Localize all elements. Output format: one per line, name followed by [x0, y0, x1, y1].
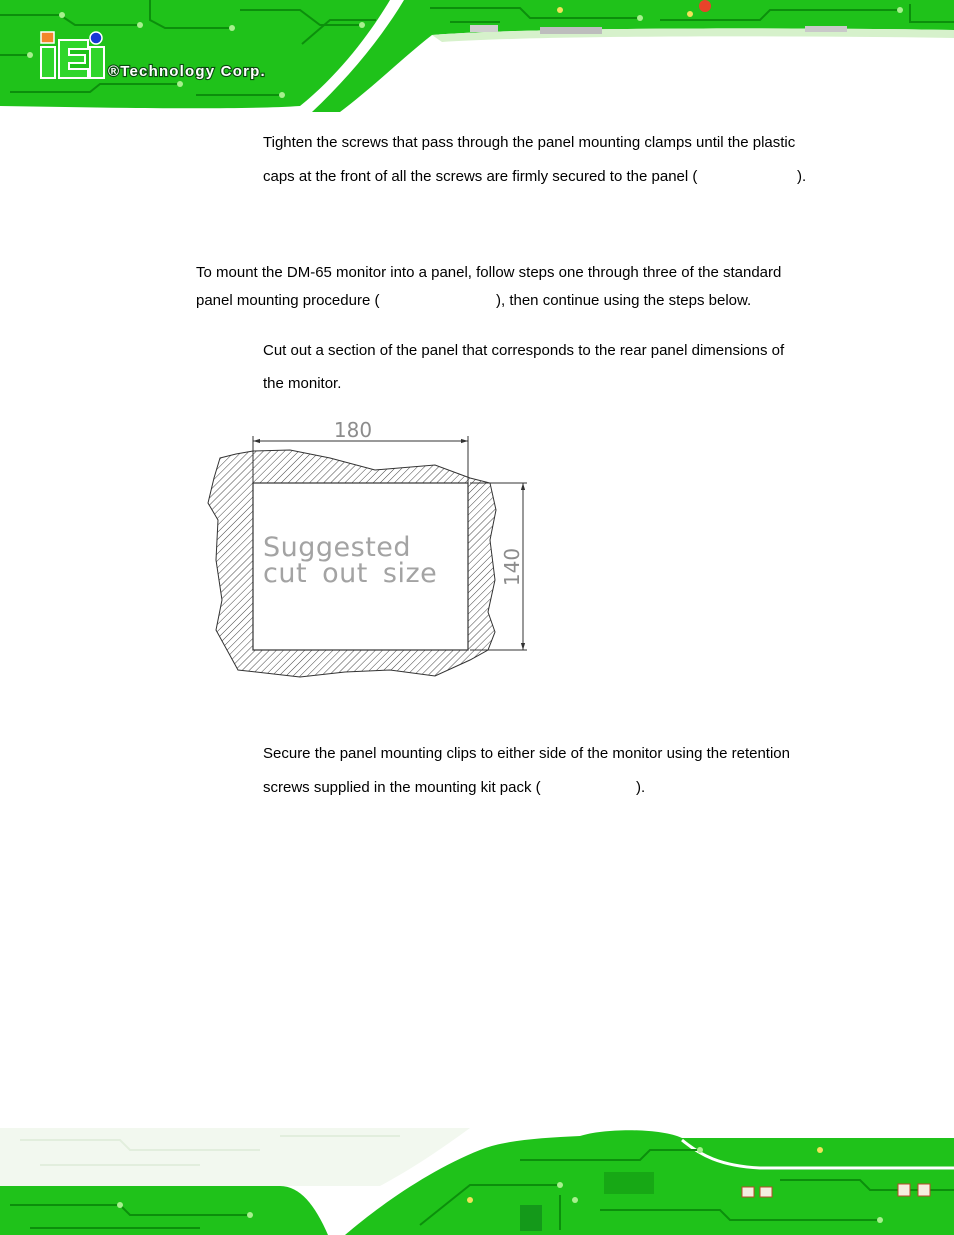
component [817, 1147, 823, 1153]
cutout-caption-line-2: cut out size [263, 558, 438, 589]
circuit-pad [877, 1217, 883, 1223]
logo-i-dot [41, 32, 54, 43]
logo-i-stem [41, 47, 55, 78]
chip [470, 25, 498, 32]
component [557, 7, 563, 13]
company-tagline: ®Technology Corp. [108, 63, 266, 80]
step-cutout-line-2: the monitor. [263, 375, 342, 392]
header-green-right [312, 0, 954, 112]
circuit-pad [59, 12, 65, 18]
width-label: 180 [333, 418, 373, 442]
step-tighten-line-1: Tighten the screws that pass through the panel mounting clamps until the plastic [263, 134, 796, 151]
circuit-pad [137, 22, 143, 28]
circuit-pad [359, 22, 365, 28]
circuit-pad [897, 7, 903, 13]
circuit-pad [697, 1147, 703, 1153]
height-label: 140 [500, 547, 524, 587]
circuit-pad [557, 1182, 563, 1188]
intro-line-2: panel mounting procedure ( [196, 292, 380, 309]
circuit-pad [177, 81, 183, 87]
component [687, 11, 693, 17]
logo-i-dot [90, 32, 102, 44]
step-cutout-line-1: Cut out a section of the panel that corresponds to the rear panel dimensions of [263, 342, 785, 359]
circuit-pad [27, 52, 33, 58]
chip [540, 27, 602, 34]
step-tighten-line-2-end: ). [797, 168, 807, 185]
cutout-caption-line-1: Suggested [263, 532, 412, 563]
chip [918, 1184, 930, 1196]
component [467, 1197, 473, 1203]
circuit-pad [247, 1212, 253, 1218]
chip [805, 26, 847, 32]
step-secure-line-2: screws supplied in the mounting kit pack ( [263, 779, 541, 796]
step-tighten-line-2: caps at the front of all the screws are firmly secured to the panel ( [263, 168, 698, 185]
footer-banner [0, 1120, 954, 1235]
circuit-pad [117, 1202, 123, 1208]
logo-e-letter [59, 40, 88, 78]
circuit-pad [229, 25, 235, 31]
step-secure-line-1: Secure the panel mounting clips to either side of the monitor using the retention [263, 745, 790, 762]
intro-line-2-end: ), then continue using the steps below. [496, 292, 752, 309]
logo-i-stem [90, 47, 104, 78]
component [699, 0, 711, 12]
chip [520, 1205, 542, 1231]
chip [760, 1187, 772, 1197]
chip [742, 1187, 754, 1197]
circuit-pad [637, 15, 643, 21]
intro-line-1: To mount the DM-65 monitor into a panel, follow steps one through three of the standard [196, 264, 782, 281]
header-banner [0, 0, 954, 115]
cutout-diagram [200, 410, 540, 690]
chip [604, 1172, 654, 1194]
circuit-pad [572, 1197, 578, 1203]
circuit-pad [279, 92, 285, 98]
step-secure-line-2-end: ). [636, 779, 646, 796]
chip [898, 1184, 910, 1196]
